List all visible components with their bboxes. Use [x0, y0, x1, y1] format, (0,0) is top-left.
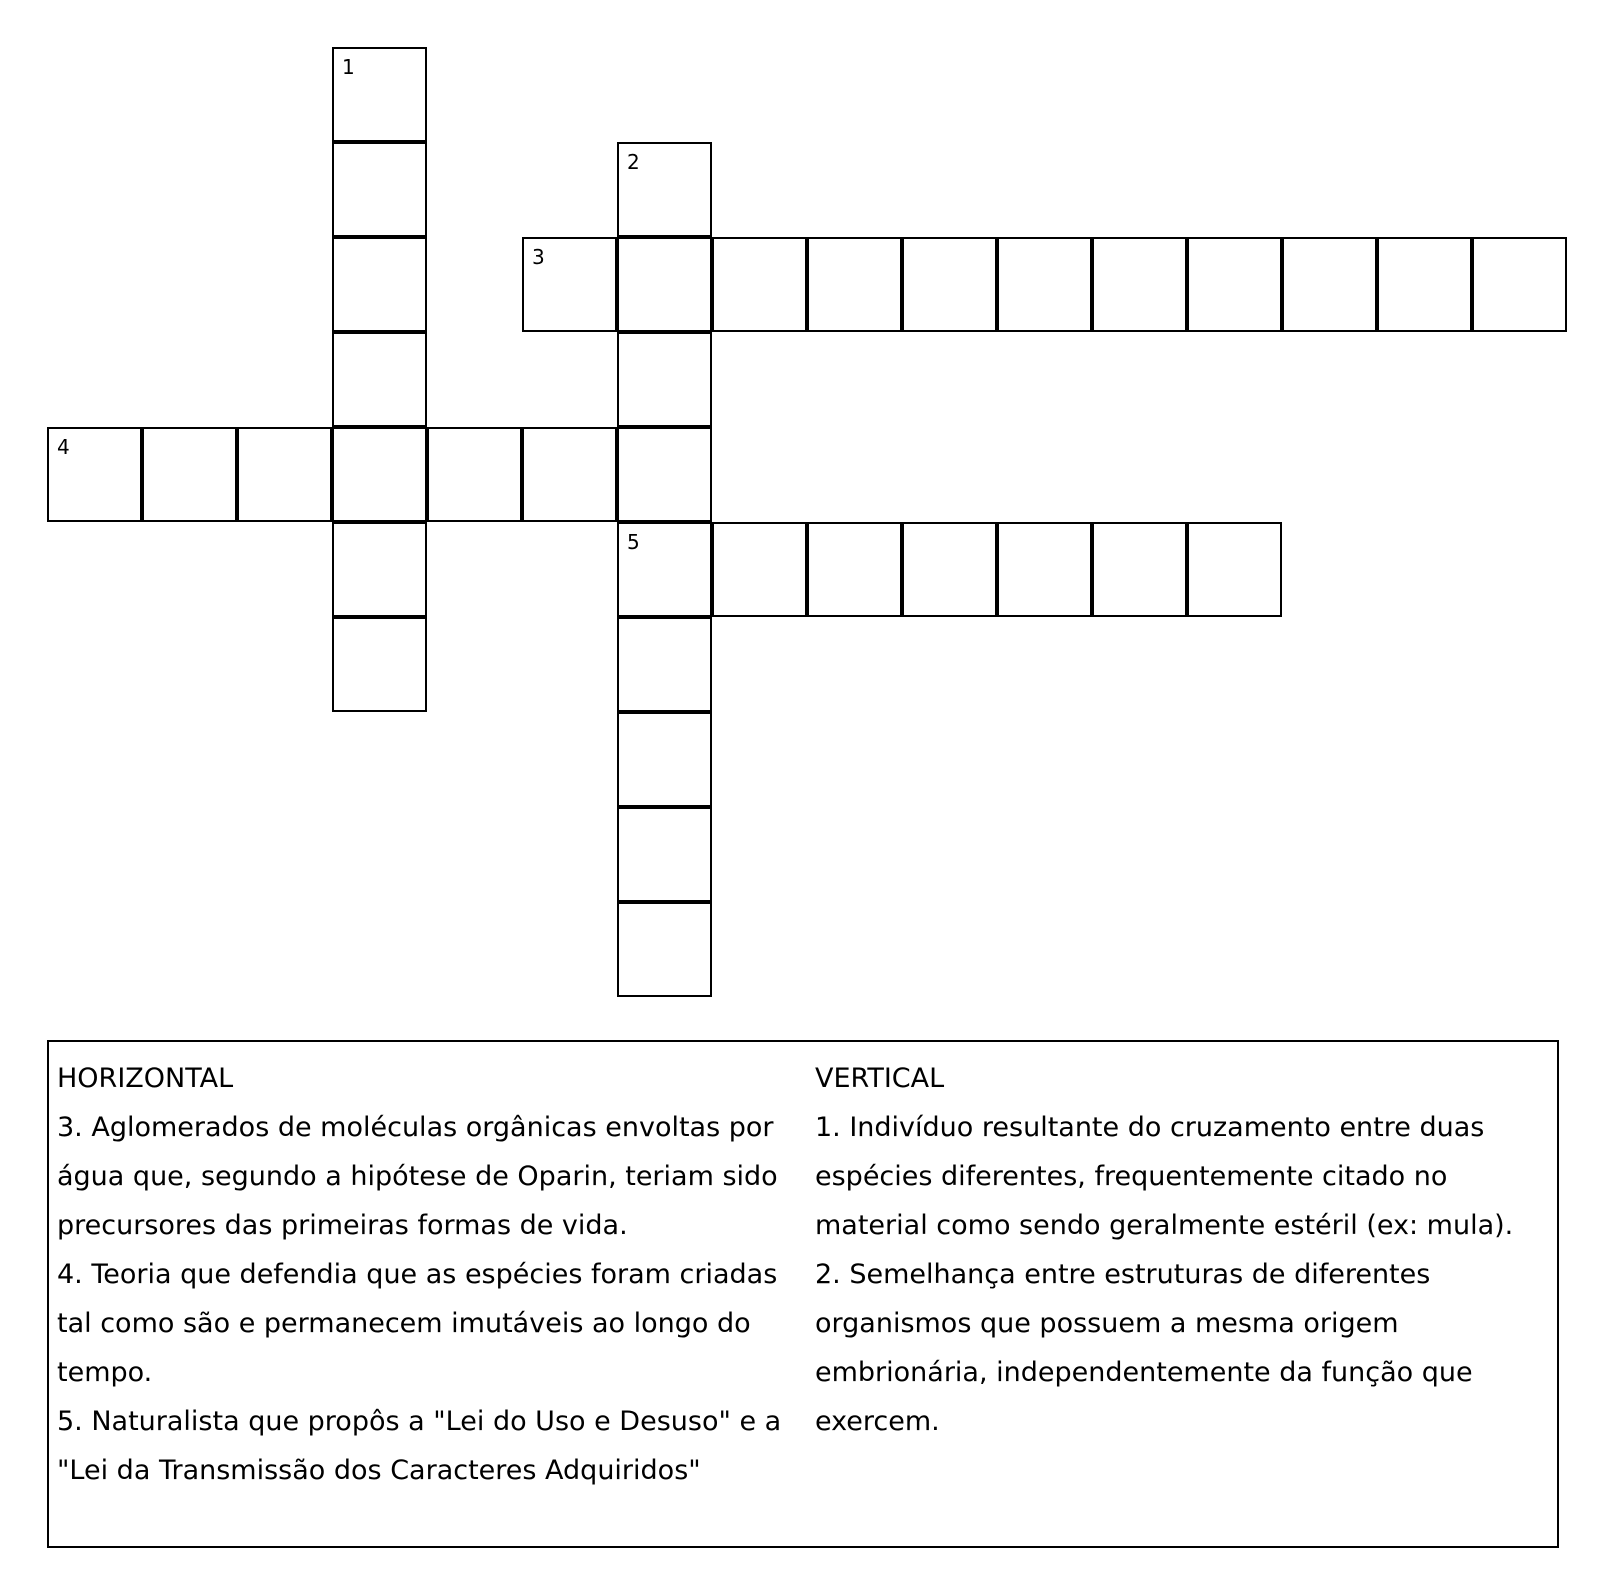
grid-cell[interactable] — [522, 427, 617, 522]
grid-cell[interactable] — [1377, 237, 1472, 332]
clue-4-across: 4. Teoria que defendia que as espécies foram criadas tal como são e permanecem imutáveis ao longo do tempo. — [57, 1259, 778, 1388]
clues-box — [47, 1040, 1559, 1548]
grid-cell[interactable] — [617, 902, 712, 997]
clue-number: 2 — [627, 150, 640, 174]
grid-cell[interactable] — [997, 237, 1092, 332]
grid-cell[interactable] — [617, 237, 712, 332]
clue-2-down: 2. Semelhança entre estruturas de diferentes organismos que possuem a mesma origem embrionária, independentemente da função que exercem. — [815, 1259, 1473, 1437]
grid-cell[interactable] — [332, 237, 427, 332]
grid-cell[interactable] — [142, 427, 237, 522]
grid-cell[interactable] — [427, 427, 522, 522]
grid-cell[interactable] — [712, 522, 807, 617]
grid-cell[interactable] — [1092, 237, 1187, 332]
grid-cell[interactable] — [522, 237, 617, 332]
clue-number: 5 — [627, 530, 640, 554]
grid-cell[interactable] — [712, 237, 807, 332]
grid-cell[interactable] — [617, 807, 712, 902]
clue-1-down: 1. Indivíduo resultante do cruzamento entre duas espécies diferentes, frequentemente citado no material como sendo geralmente estéril (ex: mula). — [815, 1112, 1514, 1241]
clue-5-across: 5. Naturalista que propôs a "Lei do Uso e Desuso" e a "Lei da Transmissão dos Caracteres Adquiridos" — [57, 1406, 782, 1486]
grid-cell[interactable] — [1187, 522, 1282, 617]
grid-cell[interactable] — [807, 522, 902, 617]
horizontal-heading: HORIZONTAL — [57, 1063, 234, 1094]
grid-cell[interactable] — [1092, 522, 1187, 617]
grid-cell[interactable] — [1187, 237, 1282, 332]
grid-cell[interactable] — [332, 332, 427, 427]
grid-cell[interactable] — [47, 427, 142, 522]
clue-number: 1 — [342, 55, 355, 79]
grid-cell[interactable] — [332, 617, 427, 712]
grid-cell[interactable] — [332, 142, 427, 237]
clue-number: 3 — [532, 245, 545, 269]
clue-number: 4 — [57, 435, 70, 459]
grid-cell[interactable] — [332, 522, 427, 617]
grid-cell[interactable] — [997, 522, 1092, 617]
vertical-heading: VERTICAL — [815, 1063, 945, 1094]
vertical-clues — [815, 1054, 1545, 1446]
grid-cell[interactable] — [332, 427, 427, 522]
grid-cell[interactable] — [902, 237, 997, 332]
grid-cell[interactable] — [617, 427, 712, 522]
grid-cell[interactable] — [807, 237, 902, 332]
grid-cell[interactable] — [617, 712, 712, 807]
grid-cell[interactable] — [1282, 237, 1377, 332]
grid-cell[interactable] — [902, 522, 997, 617]
grid-cell[interactable] — [332, 47, 427, 142]
grid-cell[interactable] — [237, 427, 332, 522]
grid-cell[interactable] — [1472, 237, 1567, 332]
horizontal-clues — [57, 1054, 787, 1495]
grid-cell[interactable] — [617, 522, 712, 617]
grid-cell[interactable] — [617, 617, 712, 712]
grid-cell[interactable] — [617, 142, 712, 237]
clue-3-across: 3. Aglomerados de moléculas orgânicas envoltas por água que, segundo a hipótese de Oparin, teriam sido precursores das primeiras formas de vida. — [57, 1112, 778, 1241]
grid-cell[interactable] — [617, 332, 712, 427]
